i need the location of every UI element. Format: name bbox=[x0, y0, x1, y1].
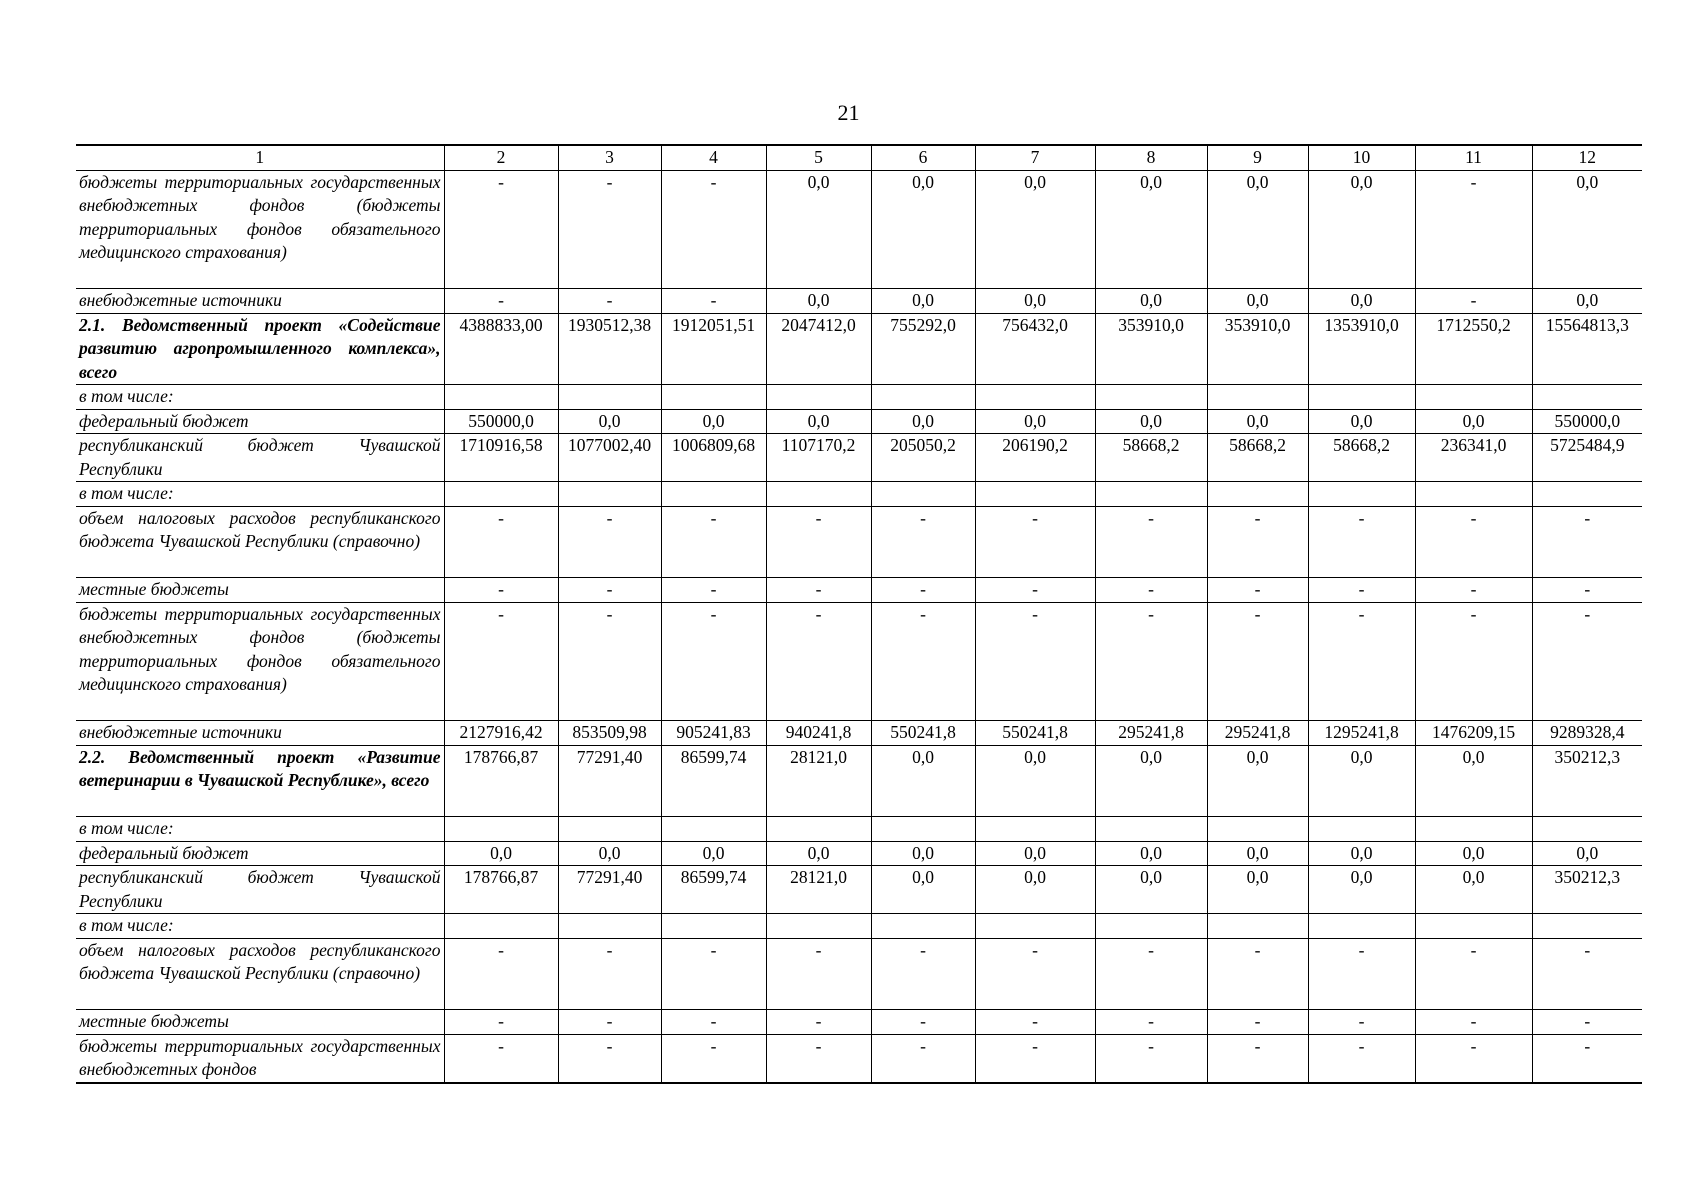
cell-value bbox=[1415, 385, 1532, 410]
cell-value: 0,0 bbox=[661, 409, 766, 434]
cell-value: 0,0 bbox=[558, 841, 661, 866]
cell-value bbox=[1308, 817, 1415, 842]
row-label: республиканский бюджет Чувашской Республики bbox=[76, 434, 444, 482]
cell-value: - bbox=[661, 1034, 766, 1083]
cell-value: 0,0 bbox=[1308, 745, 1415, 817]
row-label: местные бюджеты bbox=[76, 1010, 444, 1035]
cell-value: - bbox=[1532, 602, 1642, 721]
cell-value: 0,0 bbox=[975, 170, 1095, 289]
cell-value: 1077002,40 bbox=[558, 434, 661, 482]
table-row bbox=[76, 313, 1642, 385]
cell-value: - bbox=[1095, 506, 1207, 578]
cell-value: 0,0 bbox=[1308, 866, 1415, 914]
cell-value: 350212,3 bbox=[1532, 866, 1642, 914]
cell-value: 28121,0 bbox=[766, 745, 871, 817]
cell-value bbox=[444, 817, 558, 842]
cell-value: - bbox=[1308, 602, 1415, 721]
cell-value bbox=[558, 817, 661, 842]
cell-value: 0,0 bbox=[975, 866, 1095, 914]
cell-value bbox=[871, 914, 975, 939]
cell-value: 0,0 bbox=[871, 866, 975, 914]
cell-value bbox=[975, 385, 1095, 410]
cell-value bbox=[661, 817, 766, 842]
cell-value bbox=[444, 385, 558, 410]
cell-value: - bbox=[558, 170, 661, 289]
cell-value: 2127916,42 bbox=[444, 721, 558, 746]
cell-value: 353910,0 bbox=[1095, 313, 1207, 385]
cell-value: - bbox=[1415, 1034, 1532, 1083]
cell-value: 1912051,51 bbox=[661, 313, 766, 385]
cell-value: - bbox=[1095, 1010, 1207, 1035]
cell-value: - bbox=[871, 1010, 975, 1035]
cell-value: - bbox=[766, 578, 871, 603]
cell-value bbox=[871, 385, 975, 410]
cell-value: - bbox=[1532, 506, 1642, 578]
cell-value: - bbox=[661, 602, 766, 721]
cell-value bbox=[1415, 817, 1532, 842]
cell-value: 9289328,4 bbox=[1532, 721, 1642, 746]
cell-value bbox=[1207, 914, 1308, 939]
cell-value: - bbox=[975, 506, 1095, 578]
cell-value bbox=[1415, 482, 1532, 507]
cell-value: 0,0 bbox=[975, 841, 1095, 866]
row-label: бюджеты территориальных государственных внебюджетных фондов (бюджеты территориальных фондов обязательного медицинского страхования) bbox=[76, 170, 444, 289]
cell-value: - bbox=[444, 602, 558, 721]
cell-value: - bbox=[766, 506, 871, 578]
column-header-8: 8 bbox=[1095, 145, 1207, 170]
cell-value: 0,0 bbox=[1415, 841, 1532, 866]
cell-value bbox=[1207, 385, 1308, 410]
column-header-11: 11 bbox=[1415, 145, 1532, 170]
row-label: объем налоговых расходов республиканского бюджета Чувашской Республики (справочно) bbox=[76, 506, 444, 578]
cell-value: 1710916,58 bbox=[444, 434, 558, 482]
cell-value bbox=[1095, 817, 1207, 842]
cell-value: 0,0 bbox=[1207, 841, 1308, 866]
column-header-6: 6 bbox=[871, 145, 975, 170]
row-label: федеральный бюджет bbox=[76, 841, 444, 866]
cell-value: - bbox=[661, 289, 766, 314]
cell-value: - bbox=[975, 1010, 1095, 1035]
cell-value: 77291,40 bbox=[558, 866, 661, 914]
table-row bbox=[76, 289, 1642, 314]
cell-value: 4388833,00 bbox=[444, 313, 558, 385]
cell-value: 77291,40 bbox=[558, 745, 661, 817]
cell-value bbox=[1308, 385, 1415, 410]
cell-value: 0,0 bbox=[1095, 841, 1207, 866]
cell-value: 350212,3 bbox=[1532, 745, 1642, 817]
column-header-5: 5 bbox=[766, 145, 871, 170]
header-row bbox=[76, 145, 1642, 170]
cell-value: - bbox=[558, 289, 661, 314]
cell-value: 550241,8 bbox=[975, 721, 1095, 746]
cell-value: 0,0 bbox=[661, 841, 766, 866]
cell-value: - bbox=[975, 938, 1095, 1010]
cell-value: 295241,8 bbox=[1095, 721, 1207, 746]
cell-value: - bbox=[444, 1010, 558, 1035]
cell-value bbox=[558, 914, 661, 939]
cell-value: - bbox=[1532, 938, 1642, 1010]
cell-value bbox=[1532, 914, 1642, 939]
cell-value bbox=[1532, 385, 1642, 410]
cell-value: 0,0 bbox=[444, 841, 558, 866]
cell-value bbox=[661, 385, 766, 410]
cell-value: - bbox=[661, 506, 766, 578]
cell-value: 178766,87 bbox=[444, 866, 558, 914]
cell-value: 0,0 bbox=[871, 745, 975, 817]
cell-value: 0,0 bbox=[766, 170, 871, 289]
cell-value: - bbox=[1095, 602, 1207, 721]
table-row bbox=[76, 938, 1642, 1010]
row-label: бюджеты территориальных государственных внебюджетных фондов bbox=[76, 1034, 444, 1083]
cell-value: 0,0 bbox=[1095, 170, 1207, 289]
row-label: местные бюджеты bbox=[76, 578, 444, 603]
cell-value: 5725484,9 bbox=[1532, 434, 1642, 482]
cell-value: 0,0 bbox=[1095, 745, 1207, 817]
cell-value: 0,0 bbox=[766, 841, 871, 866]
cell-value: - bbox=[1532, 1034, 1642, 1083]
cell-value bbox=[1207, 482, 1308, 507]
cell-value bbox=[1308, 482, 1415, 507]
cell-value bbox=[766, 914, 871, 939]
cell-value: - bbox=[1415, 1010, 1532, 1035]
cell-value: - bbox=[766, 1010, 871, 1035]
table-row bbox=[76, 578, 1642, 603]
cell-value: 0,0 bbox=[1207, 289, 1308, 314]
cell-value bbox=[1532, 817, 1642, 842]
cell-value: - bbox=[661, 578, 766, 603]
cell-value: 0,0 bbox=[1532, 170, 1642, 289]
cell-value: 755292,0 bbox=[871, 313, 975, 385]
cell-value: 0,0 bbox=[766, 409, 871, 434]
cell-value bbox=[1095, 914, 1207, 939]
cell-value: 0,0 bbox=[1308, 841, 1415, 866]
cell-value bbox=[1095, 482, 1207, 507]
cell-value: 940241,8 bbox=[766, 721, 871, 746]
cell-value: 206190,2 bbox=[975, 434, 1095, 482]
cell-value: 550241,8 bbox=[871, 721, 975, 746]
cell-value: 1006809,68 bbox=[661, 434, 766, 482]
cell-value: 0,0 bbox=[1095, 289, 1207, 314]
cell-value: 0,0 bbox=[1095, 409, 1207, 434]
cell-value: - bbox=[766, 602, 871, 721]
cell-value: 756432,0 bbox=[975, 313, 1095, 385]
cell-value bbox=[558, 385, 661, 410]
cell-value: - bbox=[1207, 1010, 1308, 1035]
cell-value: 0,0 bbox=[1207, 866, 1308, 914]
cell-value: - bbox=[558, 506, 661, 578]
cell-value bbox=[1532, 482, 1642, 507]
table-row bbox=[76, 482, 1642, 507]
table-row bbox=[76, 841, 1642, 866]
cell-value: - bbox=[1308, 938, 1415, 1010]
cell-value bbox=[1095, 385, 1207, 410]
page-number: 21 bbox=[837, 100, 860, 125]
cell-value: 0,0 bbox=[975, 745, 1095, 817]
table-row bbox=[76, 506, 1642, 578]
cell-value: - bbox=[1207, 938, 1308, 1010]
row-label: бюджеты территориальных государственных внебюджетных фондов (бюджеты территориальных фондов обязательного медицинского страхования) bbox=[76, 602, 444, 721]
cell-value: - bbox=[444, 578, 558, 603]
cell-value bbox=[1207, 817, 1308, 842]
cell-value: - bbox=[1415, 289, 1532, 314]
cell-value: 1295241,8 bbox=[1308, 721, 1415, 746]
cell-value: 58668,2 bbox=[1207, 434, 1308, 482]
column-header-2: 2 bbox=[444, 145, 558, 170]
cell-value bbox=[661, 914, 766, 939]
cell-value: 0,0 bbox=[1207, 170, 1308, 289]
cell-value: - bbox=[444, 938, 558, 1010]
cell-value bbox=[1308, 914, 1415, 939]
cell-value: - bbox=[1308, 578, 1415, 603]
cell-value bbox=[1415, 914, 1532, 939]
cell-value bbox=[766, 385, 871, 410]
cell-value: 205050,2 bbox=[871, 434, 975, 482]
cell-value: - bbox=[558, 1034, 661, 1083]
cell-value: 15564813,3 bbox=[1532, 313, 1642, 385]
budget-table bbox=[76, 144, 1642, 1084]
cell-value: 0,0 bbox=[1532, 841, 1642, 866]
cell-value bbox=[444, 914, 558, 939]
cell-value: - bbox=[661, 938, 766, 1010]
cell-value: 0,0 bbox=[1415, 745, 1532, 817]
cell-value: 0,0 bbox=[1532, 289, 1642, 314]
cell-value: - bbox=[1308, 1010, 1415, 1035]
column-header-7: 7 bbox=[975, 145, 1095, 170]
cell-value: - bbox=[1308, 506, 1415, 578]
cell-value: - bbox=[766, 1034, 871, 1083]
table-row bbox=[76, 721, 1642, 746]
table-row bbox=[76, 602, 1642, 721]
cell-value: - bbox=[1532, 1010, 1642, 1035]
table-row bbox=[76, 914, 1642, 939]
cell-value: - bbox=[1095, 578, 1207, 603]
row-label: федеральный бюджет bbox=[76, 409, 444, 434]
cell-value: 0,0 bbox=[975, 409, 1095, 434]
cell-value: 86599,74 bbox=[661, 745, 766, 817]
cell-value: - bbox=[1207, 506, 1308, 578]
cell-value bbox=[871, 817, 975, 842]
row-label: 2.2. Ведомственный проект «Развитие ветеринарии в Чувашской Республике», всего bbox=[76, 745, 444, 817]
row-label: в том числе: bbox=[76, 817, 444, 842]
row-label: 2.1. Ведомственный проект «Содействие развитию агропромышленного комплекса», всего bbox=[76, 313, 444, 385]
cell-value: 905241,83 bbox=[661, 721, 766, 746]
column-header-3: 3 bbox=[558, 145, 661, 170]
table-row bbox=[76, 817, 1642, 842]
column-header-10: 10 bbox=[1308, 145, 1415, 170]
cell-value: - bbox=[661, 1010, 766, 1035]
cell-value: - bbox=[871, 602, 975, 721]
cell-value: - bbox=[558, 938, 661, 1010]
cell-value: - bbox=[558, 602, 661, 721]
cell-value: 1712550,2 bbox=[1415, 313, 1532, 385]
table-row bbox=[76, 1034, 1642, 1083]
cell-value: 58668,2 bbox=[1308, 434, 1415, 482]
table-body bbox=[76, 170, 1642, 1083]
column-header-12: 12 bbox=[1532, 145, 1642, 170]
row-label: внебюджетные источники bbox=[76, 289, 444, 314]
cell-value bbox=[444, 482, 558, 507]
cell-value: - bbox=[975, 1034, 1095, 1083]
cell-value bbox=[975, 817, 1095, 842]
cell-value: 0,0 bbox=[1415, 409, 1532, 434]
cell-value bbox=[871, 482, 975, 507]
cell-value: - bbox=[1308, 1034, 1415, 1083]
cell-value: - bbox=[871, 938, 975, 1010]
cell-value: 0,0 bbox=[1308, 409, 1415, 434]
table-row bbox=[76, 1010, 1642, 1035]
cell-value: - bbox=[871, 1034, 975, 1083]
table-row bbox=[76, 409, 1642, 434]
cell-value: - bbox=[1207, 1034, 1308, 1083]
cell-value: 0,0 bbox=[871, 170, 975, 289]
cell-value: 550000,0 bbox=[444, 409, 558, 434]
row-label: внебюджетные источники bbox=[76, 721, 444, 746]
cell-value: 0,0 bbox=[871, 841, 975, 866]
table-row bbox=[76, 745, 1642, 817]
cell-value: 28121,0 bbox=[766, 866, 871, 914]
cell-value: 295241,8 bbox=[1207, 721, 1308, 746]
cell-value: 0,0 bbox=[975, 289, 1095, 314]
cell-value: - bbox=[871, 506, 975, 578]
cell-value: - bbox=[558, 1010, 661, 1035]
cell-value: - bbox=[1095, 938, 1207, 1010]
cell-value: - bbox=[1415, 506, 1532, 578]
cell-value: - bbox=[1207, 602, 1308, 721]
table-row bbox=[76, 170, 1642, 289]
cell-value: - bbox=[1415, 602, 1532, 721]
column-header-9: 9 bbox=[1207, 145, 1308, 170]
cell-value: 178766,87 bbox=[444, 745, 558, 817]
cell-value: 0,0 bbox=[558, 409, 661, 434]
row-label: объем налоговых расходов республиканского бюджета Чувашской Республики (справочно) bbox=[76, 938, 444, 1010]
cell-value: 0,0 bbox=[766, 289, 871, 314]
cell-value: 0,0 bbox=[1207, 409, 1308, 434]
column-header-1: 1 bbox=[76, 145, 444, 170]
cell-value: 236341,0 bbox=[1415, 434, 1532, 482]
cell-value: - bbox=[444, 170, 558, 289]
cell-value bbox=[661, 482, 766, 507]
cell-value: 58668,2 bbox=[1095, 434, 1207, 482]
cell-value: - bbox=[1207, 578, 1308, 603]
cell-value: - bbox=[558, 578, 661, 603]
cell-value: 0,0 bbox=[1207, 745, 1308, 817]
cell-value bbox=[766, 817, 871, 842]
cell-value: 0,0 bbox=[871, 409, 975, 434]
row-label: республиканский бюджет Чувашской Республики bbox=[76, 866, 444, 914]
cell-value: - bbox=[871, 578, 975, 603]
cell-value: 1107170,2 bbox=[766, 434, 871, 482]
cell-value: 0,0 bbox=[1095, 866, 1207, 914]
cell-value: 0,0 bbox=[1308, 170, 1415, 289]
table-row bbox=[76, 434, 1642, 482]
cell-value: - bbox=[1095, 1034, 1207, 1083]
row-label: в том числе: bbox=[76, 482, 444, 507]
cell-value: 853509,98 bbox=[558, 721, 661, 746]
cell-value: - bbox=[975, 578, 1095, 603]
table-row bbox=[76, 866, 1642, 914]
cell-value: 2047412,0 bbox=[766, 313, 871, 385]
cell-value: - bbox=[661, 170, 766, 289]
cell-value: 86599,74 bbox=[661, 866, 766, 914]
cell-value: 1476209,15 bbox=[1415, 721, 1532, 746]
column-header-4: 4 bbox=[661, 145, 766, 170]
cell-value: - bbox=[1415, 170, 1532, 289]
row-label: в том числе: bbox=[76, 914, 444, 939]
cell-value: 1353910,0 bbox=[1308, 313, 1415, 385]
cell-value: 0,0 bbox=[1415, 866, 1532, 914]
cell-value: 550000,0 bbox=[1532, 409, 1642, 434]
cell-value: - bbox=[975, 602, 1095, 721]
cell-value: - bbox=[444, 506, 558, 578]
cell-value: 353910,0 bbox=[1207, 313, 1308, 385]
cell-value bbox=[975, 914, 1095, 939]
cell-value: 0,0 bbox=[1308, 289, 1415, 314]
cell-value: - bbox=[1415, 578, 1532, 603]
cell-value: - bbox=[766, 938, 871, 1010]
table-row bbox=[76, 385, 1642, 410]
cell-value: - bbox=[444, 289, 558, 314]
cell-value: 0,0 bbox=[871, 289, 975, 314]
cell-value: - bbox=[1532, 578, 1642, 603]
cell-value: - bbox=[444, 1034, 558, 1083]
cell-value: 1930512,38 bbox=[558, 313, 661, 385]
cell-value bbox=[558, 482, 661, 507]
row-label: в том числе: bbox=[76, 385, 444, 410]
cell-value: - bbox=[1415, 938, 1532, 1010]
cell-value bbox=[975, 482, 1095, 507]
cell-value bbox=[766, 482, 871, 507]
